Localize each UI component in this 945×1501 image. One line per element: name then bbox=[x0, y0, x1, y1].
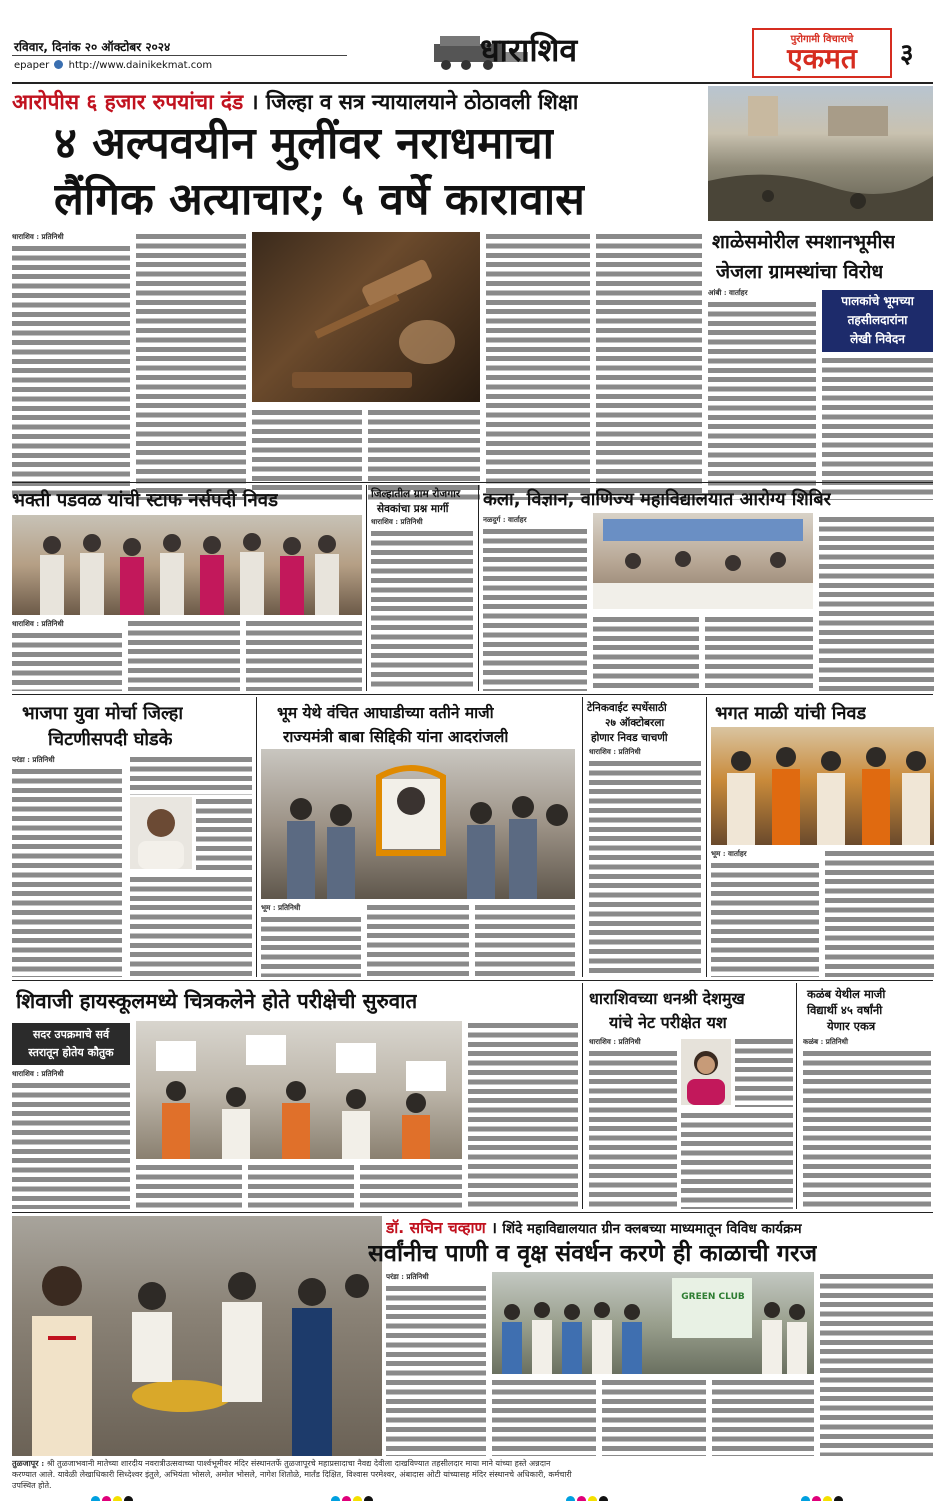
cemetery-box-line-2: तहसीलदारांना bbox=[847, 313, 908, 327]
bhagat-headline: भगत माळी यांची निवड bbox=[715, 703, 867, 724]
bjym-dateline bbox=[12, 755, 122, 764]
bjym-portrait bbox=[130, 797, 192, 869]
shivaji-box-line-1: सदर उपक्रमाचे सर्व bbox=[32, 1028, 110, 1041]
register-dot-black bbox=[834, 1496, 843, 1501]
bhakti-story bbox=[12, 485, 362, 691]
cemetery-dateline-text: आंबी : वार्ताहर bbox=[708, 288, 748, 297]
lead-body-col-1-lines bbox=[12, 244, 130, 500]
green-body-col-5-lines bbox=[820, 1272, 933, 1456]
green-body-col-1-lines bbox=[386, 1284, 486, 1456]
siddiqui-body-col-2-lines bbox=[367, 903, 469, 977]
gavel-photo bbox=[252, 232, 480, 402]
arogya-photo bbox=[593, 513, 813, 609]
register-dot-black bbox=[599, 1496, 608, 1501]
district-logo bbox=[430, 28, 640, 76]
bhagat-body-col-2-lines bbox=[825, 849, 934, 977]
rojgar-body-lines bbox=[371, 529, 473, 691]
person-portrait-icon bbox=[130, 797, 192, 869]
masthead-bottom-rule bbox=[12, 82, 933, 84]
green-story bbox=[368, 1216, 933, 1456]
register-dot-black bbox=[364, 1496, 373, 1501]
masthead-rule bbox=[12, 55, 347, 56]
register-dot-cyan bbox=[801, 1496, 810, 1501]
tennis-dateline-text: धाराशिव : प्रतिनिधी bbox=[589, 747, 641, 756]
cemetery-body-col-2-lines bbox=[822, 356, 933, 500]
green-subhead: शिंदे महाविद्यालयात ग्रीन क्लबच्या माध्यमातून विविध कार्यक्रम bbox=[502, 1221, 802, 1237]
bhakti-dateline-text: धाराशिव : प्रतिनिधी bbox=[12, 619, 64, 628]
tennis-dateline bbox=[589, 747, 701, 756]
register-dot-yellow bbox=[113, 1496, 122, 1501]
arogya-body-col-3-lines bbox=[705, 615, 813, 691]
globe-icon bbox=[54, 60, 63, 69]
cemetery-photo bbox=[708, 86, 933, 221]
row-rule-1 bbox=[12, 482, 933, 483]
siddiqui-headline-line-2: राज्यमंत्री बाबा सिद्दिकी यांना आदरांजली bbox=[283, 728, 509, 746]
page-number: ३ bbox=[900, 39, 914, 69]
green-club-group-icon bbox=[492, 1272, 814, 1374]
lead-dateline: धाराशिव : प्रतिनिधी bbox=[12, 232, 64, 241]
tuljapur-caption-text: श्री तुळजाभवानी मातेच्या शारदीय नवरात्रीउत्सवाच्या पार्श्वभूमीवर मंदिर संस्थानतर्फे तुळजापूरचे महाप्रसादाचा नैवद्य देवीला दाखविण्यात तहसीलदार माया माने यांच्या हस्ते अन्नदान करण्यात आले. यावेळी लेखाधिकारी सिध्देश्वर इंतुले, अभियंता भोसले, अमोल भोसले, नागेश शितोळे, मार्तंड दिक्षित, विश्वास परमेश्वर, अंबादास ओटी यांच्यासह मंदिर संस्थानचे अधिकारी, कर्मचारी उपस्थित होते. bbox=[12, 1459, 572, 1490]
bjym-headline-line-2: चिटणीसपदी घोडके bbox=[48, 729, 173, 750]
drawing-students-icon bbox=[136, 1021, 462, 1159]
green-kicker bbox=[386, 1216, 802, 1238]
shivaji-body-col-3-lines bbox=[248, 1163, 354, 1209]
cemetery-story bbox=[708, 224, 933, 501]
register-dot-cyan bbox=[566, 1496, 575, 1501]
tennis-headline-line-3: होणार निवड चाचणी bbox=[591, 732, 668, 744]
green-headline: सर्वांनीच पाणी व वृक्ष संवर्धन करणे ही काळाची गरज bbox=[368, 1239, 818, 1267]
lead-story bbox=[12, 86, 702, 501]
arogya-body-col-4-lines bbox=[819, 515, 934, 691]
dhanashri-body-col-1-lines bbox=[589, 1049, 677, 1209]
arogya-headline: कला, विज्ञान, वाणिज्य महाविद्यालयात आरोग्य शिबिर bbox=[483, 489, 831, 510]
rojgar-headline-line-1: जिल्हातील ग्राम रोजगार bbox=[371, 488, 461, 500]
siddiqui-dateline bbox=[261, 903, 361, 912]
register-dot-magenta bbox=[812, 1496, 821, 1501]
epaper-label: epaper bbox=[14, 60, 50, 71]
bjym-body-col-3-lines bbox=[196, 797, 252, 871]
lead-headline-line-2: लैंगिक अत्याचार; ५ वर्षे कारावास bbox=[54, 174, 585, 225]
register-dot-yellow bbox=[588, 1496, 597, 1501]
register-dot-magenta bbox=[342, 1496, 351, 1501]
row-rule-2 bbox=[12, 694, 933, 695]
bhakti-body-col-3-lines bbox=[246, 619, 362, 691]
dhanashri-body-col-3-lines bbox=[681, 1111, 793, 1209]
cemetery-box-line-1: पालकांचे भूमच्या bbox=[841, 294, 914, 308]
bjym-headline-line-1: भाजपा युवा मोर्चा जिल्हा bbox=[22, 703, 183, 724]
bhakti-dateline bbox=[12, 619, 122, 628]
cemetery-headline-line-2: जेजला ग्रामस्थांचा विरोध bbox=[716, 261, 884, 283]
bjym-body-col-2-lines bbox=[130, 755, 252, 795]
bhakti-photo bbox=[12, 515, 362, 615]
bhagat-dateline-text: भूम : वार्ताहर bbox=[711, 849, 747, 858]
bjym-body-col-1-lines bbox=[12, 767, 122, 977]
bjym-story bbox=[12, 697, 252, 977]
kalamb-body-lines bbox=[803, 1049, 931, 1209]
lead-kicker-separator: । bbox=[250, 90, 259, 114]
bjym-dateline-text: परंडा : प्रतिनिधी bbox=[12, 755, 55, 764]
tribute-crowd-icon bbox=[261, 749, 575, 899]
kalamb-story bbox=[796, 983, 933, 1209]
tuljapur-caption-label: तुळजापूर : bbox=[12, 1458, 45, 1468]
shivaji-body-col-2-lines bbox=[136, 1163, 242, 1209]
brand-name: एकमत bbox=[787, 42, 857, 75]
group-people-icon bbox=[12, 515, 362, 615]
register-dot-cyan bbox=[331, 1496, 340, 1501]
arogya-body-col-1-lines bbox=[483, 527, 587, 691]
register-dot-magenta bbox=[577, 1496, 586, 1501]
bhakti-body-col-1-lines bbox=[12, 631, 122, 691]
tennis-body-lines bbox=[589, 759, 701, 977]
register-dot-cyan bbox=[91, 1496, 100, 1501]
lead-body-col-2-lines bbox=[136, 232, 246, 500]
green-club-photo bbox=[492, 1272, 814, 1374]
rojgar-story bbox=[366, 485, 474, 691]
dhanashri-story bbox=[582, 983, 792, 1209]
shivaji-body-col-4-lines bbox=[360, 1163, 462, 1209]
cemetery-box-line-3: लेखी निवेदन bbox=[850, 332, 905, 346]
shivaji-story bbox=[12, 983, 578, 1209]
siddiqui-headline-line-1: भूम येथे वंचित आघाडीच्या वतीने माजी bbox=[277, 704, 494, 722]
shivaji-body-col-1-lines bbox=[12, 1081, 130, 1209]
bjym-body-col-4-lines bbox=[130, 875, 252, 977]
tennis-story bbox=[582, 697, 702, 977]
woman-portrait-icon bbox=[681, 1039, 731, 1105]
siddiqui-body-col-1-lines bbox=[261, 915, 361, 977]
lead-kicker-text: आरोपीस ६ हजार रुपयांचा दंड bbox=[12, 90, 244, 114]
masthead bbox=[0, 0, 945, 84]
gavel-icon bbox=[252, 232, 480, 402]
register-marks-middle-1 bbox=[330, 1490, 374, 1501]
siddiqui-story bbox=[256, 697, 578, 977]
shivaji-dateline bbox=[12, 1069, 130, 1078]
lead-headline-line-1: ४ अल्पवयीन मुलींवर नराधमाचा bbox=[54, 118, 555, 169]
register-dot-yellow bbox=[823, 1496, 832, 1501]
arogya-story bbox=[478, 485, 933, 691]
shivaji-box-line-2: स्तरातून होतेय कौतुक bbox=[28, 1046, 114, 1059]
shivaji-photo bbox=[136, 1021, 462, 1159]
register-marks-left bbox=[90, 1490, 134, 1501]
shivaji-headline: शिवाजी हायस्कूलमध्ये चित्रकलेने होते परीक्षेची सुरुवात bbox=[16, 989, 418, 1013]
shivaji-dateline-text: धाराशिव : प्रतिनिधी bbox=[12, 1069, 64, 1078]
dhanashri-headline-line-2: यांचे नेट परीक्षेत यश bbox=[609, 1013, 727, 1032]
dhanashri-dateline bbox=[589, 1037, 677, 1046]
epaper-url-link[interactable]: http://www.dainikekmat.com bbox=[68, 60, 213, 71]
arogya-dateline-text: नळदुर्ग : वार्ताहर bbox=[483, 515, 527, 524]
dhanashri-body-col-2-lines bbox=[735, 1037, 793, 1107]
register-marks-right bbox=[800, 1490, 844, 1501]
row-rule-3 bbox=[12, 980, 933, 981]
epaper-line bbox=[14, 60, 212, 71]
tennis-headline-line-1: टेनिकवाईट स्पर्धेसाठी bbox=[587, 702, 667, 714]
rojgar-headline-line-2: सेवकांचा प्रश्न मार्गी bbox=[377, 503, 449, 515]
kalamb-headline-line-2: विद्यार्थी ४५ वर्षांनी bbox=[807, 1003, 883, 1017]
rojgar-dateline-text: धाराशिव : प्रतिनिधी bbox=[371, 517, 423, 526]
row-rule-4 bbox=[12, 1212, 933, 1213]
health-camp-icon bbox=[593, 513, 813, 609]
green-body-col-2-lines bbox=[492, 1378, 596, 1456]
shivaji-dark-box bbox=[12, 1023, 130, 1065]
register-dot-yellow bbox=[353, 1496, 362, 1501]
bhagat-dateline bbox=[711, 849, 819, 858]
green-kicker-text: डॉ. सचिन चव्हाण bbox=[386, 1219, 486, 1237]
kalamb-headline-line-3: येणार एकत्र bbox=[827, 1019, 876, 1033]
bhagat-body-col-1-lines bbox=[711, 861, 819, 977]
cemetery-dateline bbox=[708, 288, 816, 297]
shivaji-body-col-5-lines bbox=[468, 1021, 578, 1209]
section-title: धाराशिव bbox=[480, 31, 578, 69]
tennis-headline-line-2: २७ ऑक्टोबरला bbox=[605, 717, 665, 729]
brand-box bbox=[752, 28, 892, 78]
bhagat-story bbox=[706, 697, 933, 977]
green-body-col-3-lines bbox=[602, 1378, 706, 1456]
arogya-body-col-2-lines bbox=[593, 615, 699, 691]
offering-ceremony-icon bbox=[12, 1216, 382, 1456]
arogya-dateline bbox=[483, 515, 587, 524]
bhakti-headline: भक्ती पडवळ यांची स्टाफ नर्सपदी निवड bbox=[12, 490, 278, 511]
dhanashri-headline-line-1: धाराशिवच्या धनश्री देशमुख bbox=[589, 989, 745, 1008]
tuljapur-caption bbox=[12, 1458, 574, 1492]
tuljapur-photo bbox=[12, 1216, 382, 1456]
rojgar-dateline bbox=[371, 517, 473, 526]
kalamb-dateline-text: कळंब : प्रतिनिधी bbox=[803, 1037, 848, 1046]
siddiqui-body-col-3-lines bbox=[475, 903, 575, 977]
green-club-banner: GREEN CLUB bbox=[681, 1292, 745, 1302]
lead-kicker bbox=[12, 88, 578, 116]
bhagat-photo bbox=[711, 727, 934, 845]
siddiqui-photo bbox=[261, 749, 575, 899]
siddiqui-dateline-text: भूम : प्रतिनिधी bbox=[261, 903, 301, 912]
green-body-col-4-lines bbox=[712, 1378, 814, 1456]
register-marks-middle-2 bbox=[565, 1490, 609, 1501]
green-dateline bbox=[386, 1272, 486, 1281]
dhanashri-dateline-text: धाराशिव : प्रतिनिधी bbox=[589, 1037, 641, 1046]
bhakti-body-col-2-lines bbox=[128, 619, 240, 691]
green-dateline-text: परंडा : प्रतिनिधी bbox=[386, 1272, 429, 1281]
green-kicker-separator: । bbox=[491, 1219, 497, 1237]
kalamb-dateline bbox=[803, 1037, 931, 1046]
felicitation-group-icon bbox=[711, 727, 934, 845]
register-dot-magenta bbox=[102, 1496, 111, 1501]
lead-body-col-6-lines bbox=[596, 232, 702, 500]
dhanashri-portrait bbox=[681, 1039, 731, 1105]
cemetery-scene-icon bbox=[708, 86, 933, 221]
masthead-date: रविवार, दिनांक २० ऑक्टोबर २०२४ bbox=[14, 40, 171, 54]
cemetery-body-col-1-lines bbox=[708, 300, 816, 500]
lead-subhead: जिल्हा व सत्र न्यायालयाने ठोठावली शिक्षा bbox=[265, 90, 579, 114]
brand-tagline: पुरोगामी विचाराचे bbox=[790, 34, 854, 45]
lead-body-col-5-lines bbox=[486, 232, 590, 500]
cemetery-blue-box bbox=[822, 290, 933, 352]
register-dot-black bbox=[124, 1496, 133, 1501]
kalamb-headline-line-1: कळंब येथील माजी bbox=[807, 987, 886, 1001]
cemetery-headline-line-1: शाळेसमोरील स्मशानभूमीस bbox=[712, 231, 896, 253]
